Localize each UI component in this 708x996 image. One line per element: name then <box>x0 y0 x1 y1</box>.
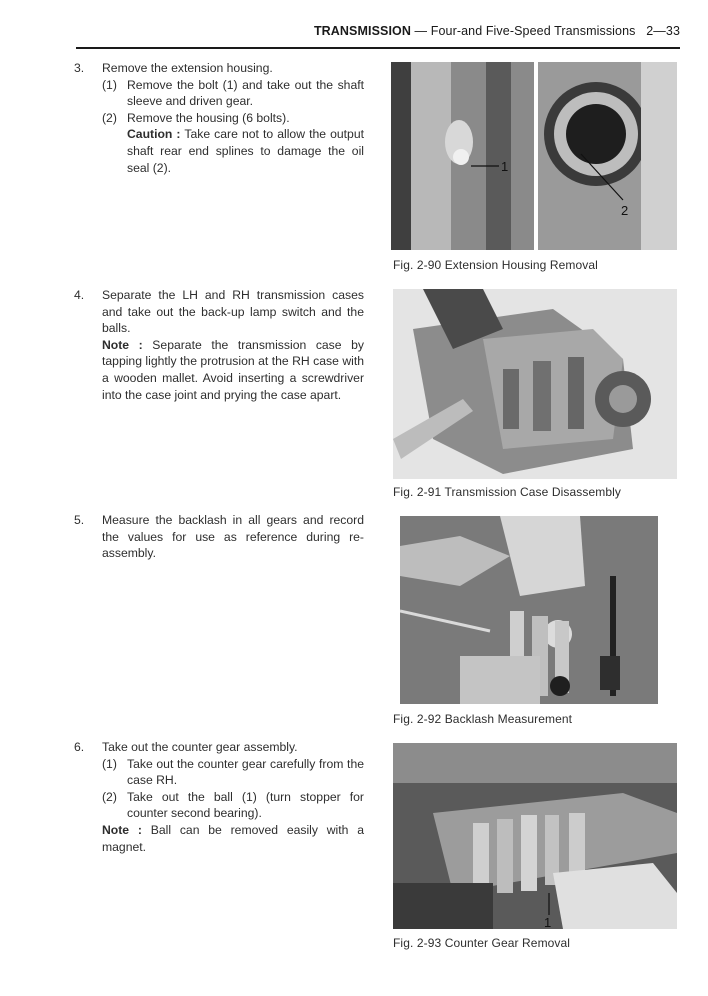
callout-1: 1 <box>544 915 552 929</box>
header-rule <box>76 47 680 49</box>
figure-caption: Fig. 2-92 Backlash Measurement <box>393 712 573 726</box>
figure-caption: Fig. 2-91 Transmission Case Disassembly <box>393 485 621 499</box>
section-title: TRANSMISSION <box>313 24 411 38</box>
substep-text: Take out the ball (1) (turn stopper for counter second bearing). <box>127 789 364 821</box>
note-label: Note : <box>102 337 143 352</box>
step-number: 3. <box>74 61 85 75</box>
substep <box>102 77 364 110</box>
note <box>102 822 364 855</box>
caution <box>102 126 364 176</box>
step-number: 6. <box>74 740 85 754</box>
substep <box>102 756 364 789</box>
figure-backlash-measurement-photo <box>400 516 658 704</box>
substep-number: (2) <box>102 789 117 804</box>
section-subtitle: — Four-and Five-Speed Transmissions <box>410 24 636 38</box>
substep-text: Remove the bolt (1) and take out the shaft sleeve and driven gear. <box>127 77 364 109</box>
callout-2: 2 <box>621 203 629 218</box>
step-4 <box>74 287 364 403</box>
page-number: 2—33 <box>646 24 680 38</box>
step-3 <box>74 60 364 176</box>
caution-text: Take care not to allow the output shaft rear end splines to damage the oil seal (2). <box>127 127 364 175</box>
note-label: Note : <box>102 822 142 837</box>
substep-text: Take out the counter gear carefully from the case RH. <box>127 756 364 788</box>
figure-counter-gear-removal-photo <box>393 743 677 929</box>
substep-number: (1) <box>102 756 117 771</box>
note-text: Separate the transmission case by tapping lightly the protrusion at the RH case with a wooden mallet. Avoid inserting a screwdriver into the case joint and prying the case apart. <box>102 337 365 402</box>
step-text: Take out the counter gear assembly. <box>102 740 298 754</box>
figure-extension-housing-photo <box>391 62 677 250</box>
step-number: 5. <box>74 513 85 527</box>
step-number: 4. <box>74 288 85 302</box>
step-6 <box>74 739 364 855</box>
callout-1: 1 <box>501 159 509 174</box>
substep-number: (1) <box>102 77 117 92</box>
caution-label: Caution : <box>127 127 181 142</box>
note-text: Ball can be removed easily with a magnet. <box>102 822 364 854</box>
step-5 <box>74 512 364 562</box>
step-text: Separate the LH and RH transmission cases and take out the back-up lamp switch and the balls. <box>102 288 364 336</box>
substep <box>102 789 364 822</box>
figure-case-disassembly-photo <box>393 289 677 479</box>
step-text: Remove the extension housing. <box>102 61 273 75</box>
substep-text: Remove the housing (6 bolts). <box>127 110 290 125</box>
substep <box>102 110 364 127</box>
page-header <box>76 24 680 46</box>
substep-number: (2) <box>102 110 117 125</box>
step-text: Measure the backlash in all gears and record the values for use as reference during re-assembly. <box>102 513 364 561</box>
figure-caption: Fig. 2-93 Counter Gear Removal <box>393 936 571 950</box>
figure-caption: Fig. 2-90 Extension Housing Removal <box>393 258 598 272</box>
note <box>102 337 364 403</box>
